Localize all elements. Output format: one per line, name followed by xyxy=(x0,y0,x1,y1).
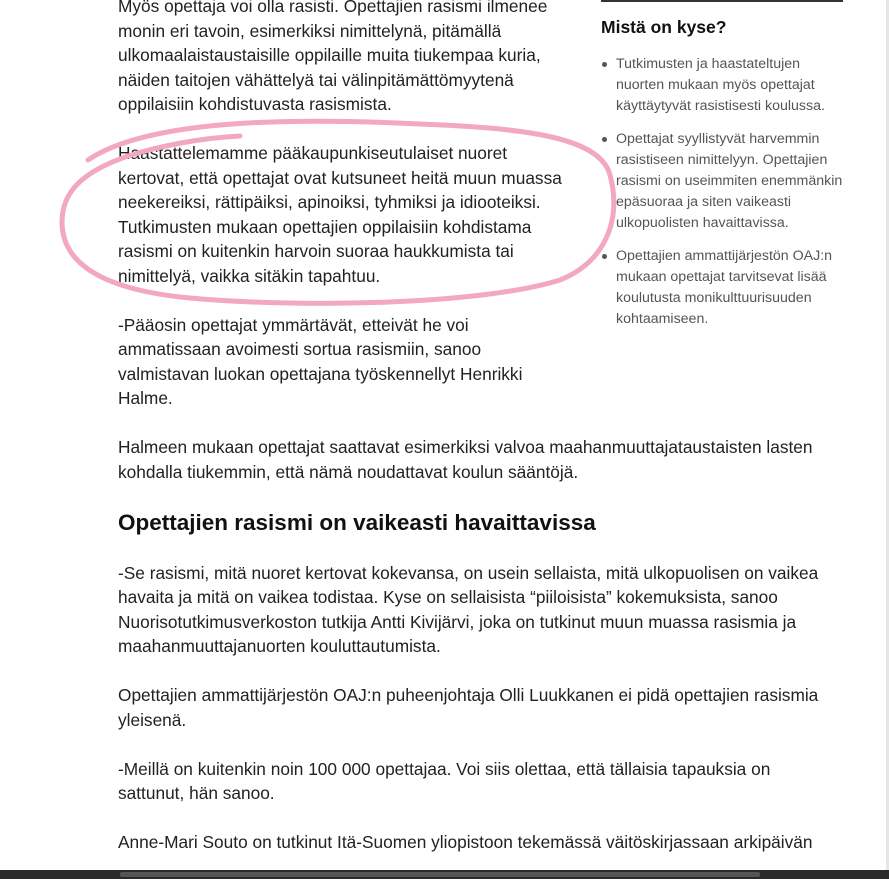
section-heading: Opettajien rasismi on vaikeasti havaittavissa xyxy=(118,509,596,535)
fact-box-item xyxy=(601,54,843,117)
fact-box-item-text: Opettajat syyllistyvät harvemmin rasistiseen nimittelyyn. Opettajien rasismi on useimmiten enemmänkin epäsuoraa ja siten vaikeasti ulkopuolisten havaittavissa. xyxy=(616,131,843,231)
fact-box-item xyxy=(601,246,843,330)
bullet-icon xyxy=(602,137,607,142)
bullet-icon xyxy=(602,62,607,67)
article-paragraph: Halmeen mukaan opettajat saattavat esimerkiksi valvoa maahanmuuttajataustaisten lasten kohdalla tiukemmin, että nämä noudattavat koulun sääntöjä. xyxy=(118,437,813,482)
fact-box-item-text: Opettajien ammattijärjestön OAJ:n mukaan opettajat tarvitsevat lisää koulutusta monikulttuurisuuden kohtaamiseen. xyxy=(616,248,833,327)
horizontal-scrollbar[interactable] xyxy=(0,870,889,879)
fact-box-item-text: Tutkimusten ja haastateltujen nuorten mukaan myös opettajat käyttäytyvät rasistisesti koulussa. xyxy=(616,56,825,114)
article-paragraph: Myös opettaja voi olla rasisti. Opettajien rasismi ilmenee monin eri tavoin, esimerkiksi nimittelynä, pitämällä ulkomaalaistaustaisille oppilaille muita tiukempaa kuria, näiden taitojen vähättelyä tai välinpitämättömyytenä oppilaisiin kohdistuvasta rasismista. xyxy=(118,0,548,114)
article-paragraph: Opettajien ammattijärjestön OAJ:n puheenjohtaja Olli Luukkanen ei pidä opettajien rasismia yleisenä. xyxy=(118,685,819,730)
fact-box-list xyxy=(601,54,843,330)
article-paragraph: -Pääosin opettajat ymmärtävät, etteivät he voi ammatissaan avoimesti sortua rasismiin, sanoo valmistavan luokan opettajana työskennellyt Henrikki Halme. xyxy=(118,314,523,408)
scrollbar-thumb[interactable] xyxy=(120,872,760,877)
fact-box-title: Mistä on kyse? xyxy=(601,17,727,37)
article-paragraph: -Se rasismi, mitä nuoret kertovat kokevansa, on usein sellaista, mitä ulkopuolisen on vaikea havaita ja mitä on vaikea todistaa. Kyse on sellaisista “piiloisista” kokemuksista, sanoo Nuorisotutkimusverkoston tutkija Antti Kivijärvi, joka on tutkinut muun muassa rasismia ja maahanmuuttajanuorten kouluttautumista. xyxy=(118,562,819,656)
fact-box xyxy=(601,0,843,342)
article-paragraph: Anne-Mari Souto on tutkinut Itä-Suomen yliopistoon tekemässä väitöskirjassaan arkipäivän xyxy=(118,832,813,852)
bullet-icon xyxy=(602,254,607,259)
fact-box-item xyxy=(601,129,843,234)
article-paragraph-highlighted: Haastattelemamme pääkaupunkiseutulaiset nuoret kertovat, että opettajat ovat kutsuneet heitä muun muassa neekereiksi, rättipäiksi, apinoiksi, tyhmiksi ja idiooteiksi. Tutkimusten mukaan opettajien oppilaisiin kohdistama rasismi on kuitenkin harvoin suoraa haukkumista tai nimittelyä, vaikka sitäkin tapahtuu. xyxy=(118,143,562,286)
article-paragraph: -Meillä on kuitenkin noin 100 000 opettajaa. Voi siis olettaa, että tällaisia tapauksia on sattunut, hän sanoo. xyxy=(118,758,771,803)
